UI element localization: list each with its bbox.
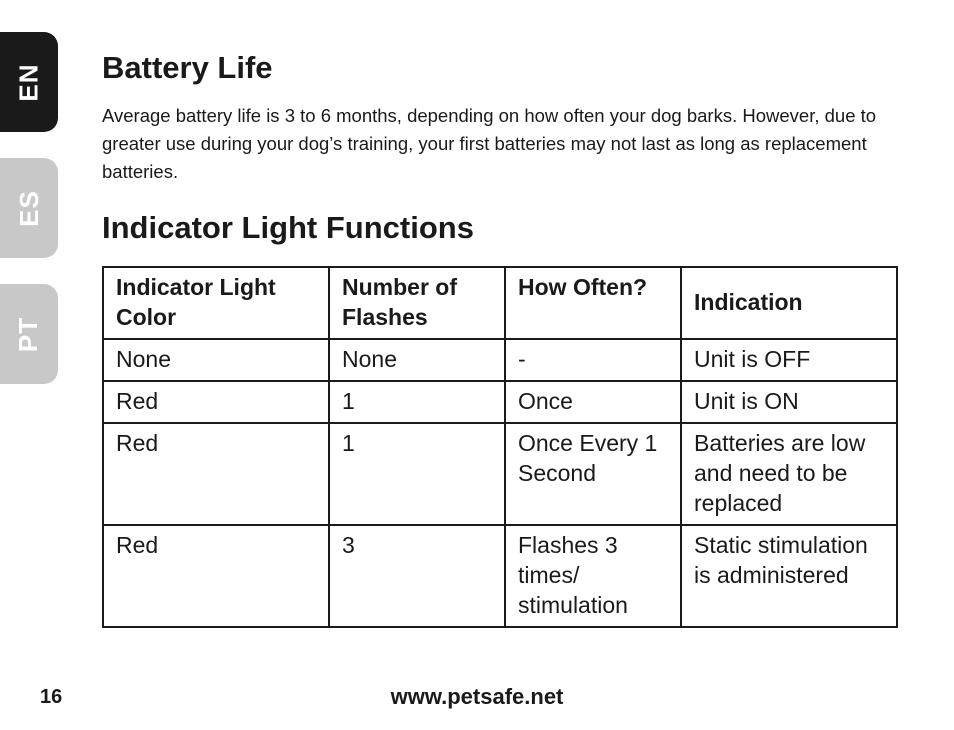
cell-how-often: Once [505,381,681,423]
cell-flashes: 3 [329,525,505,627]
header-how-often: How Often? [505,267,681,339]
indicator-light-heading: Indicator Light Functions [102,210,474,245]
language-tab-pt[interactable] [0,284,58,384]
language-tab-label: ES [13,189,44,227]
table-row [103,525,897,627]
cell-color: Red [103,525,329,627]
cell-color: Red [103,423,329,525]
cell-flashes: 1 [329,381,505,423]
battery-life-heading: Battery Life [102,50,273,85]
cell-indication: Unit is ON [681,381,897,423]
battery-life-text: Average battery life is 3 to 6 months, depending on how often your dog barks. However, due to greater use during your dog’s training, your first batteries may not last as long as replacement batteries. [102,105,877,182]
page-number: 16 [40,686,63,708]
cell-flashes: None [329,339,505,381]
table-row [103,381,897,423]
cell-indication: Static stimulation is administered [681,525,897,627]
header-indication: Indication [681,267,897,339]
cell-flashes: 1 [329,423,505,525]
table-header-row [103,267,897,339]
language-tab-es[interactable] [0,158,58,258]
language-tab-label: PT [13,316,44,352]
cell-how-often: Flashes 3 times/ stimulation [505,525,681,627]
cell-indication: Batteries are low and need to be replaced [681,423,897,525]
cell-how-often: Once Every 1 Second [505,423,681,525]
table-row [103,339,897,381]
website-url: www.petsafe.net [390,684,564,709]
cell-indication: Unit is OFF [681,339,897,381]
header-number-of-flashes: Number of Flashes [329,267,505,339]
cell-how-often: - [505,339,681,381]
language-tab-label: EN [13,62,44,102]
table-row [103,423,897,525]
cell-color: None [103,339,329,381]
header-indicator-light-color: Indicator Light Color [103,267,329,339]
indicator-light-table [102,266,898,628]
language-tab-en[interactable] [0,32,58,132]
cell-color: Red [103,381,329,423]
